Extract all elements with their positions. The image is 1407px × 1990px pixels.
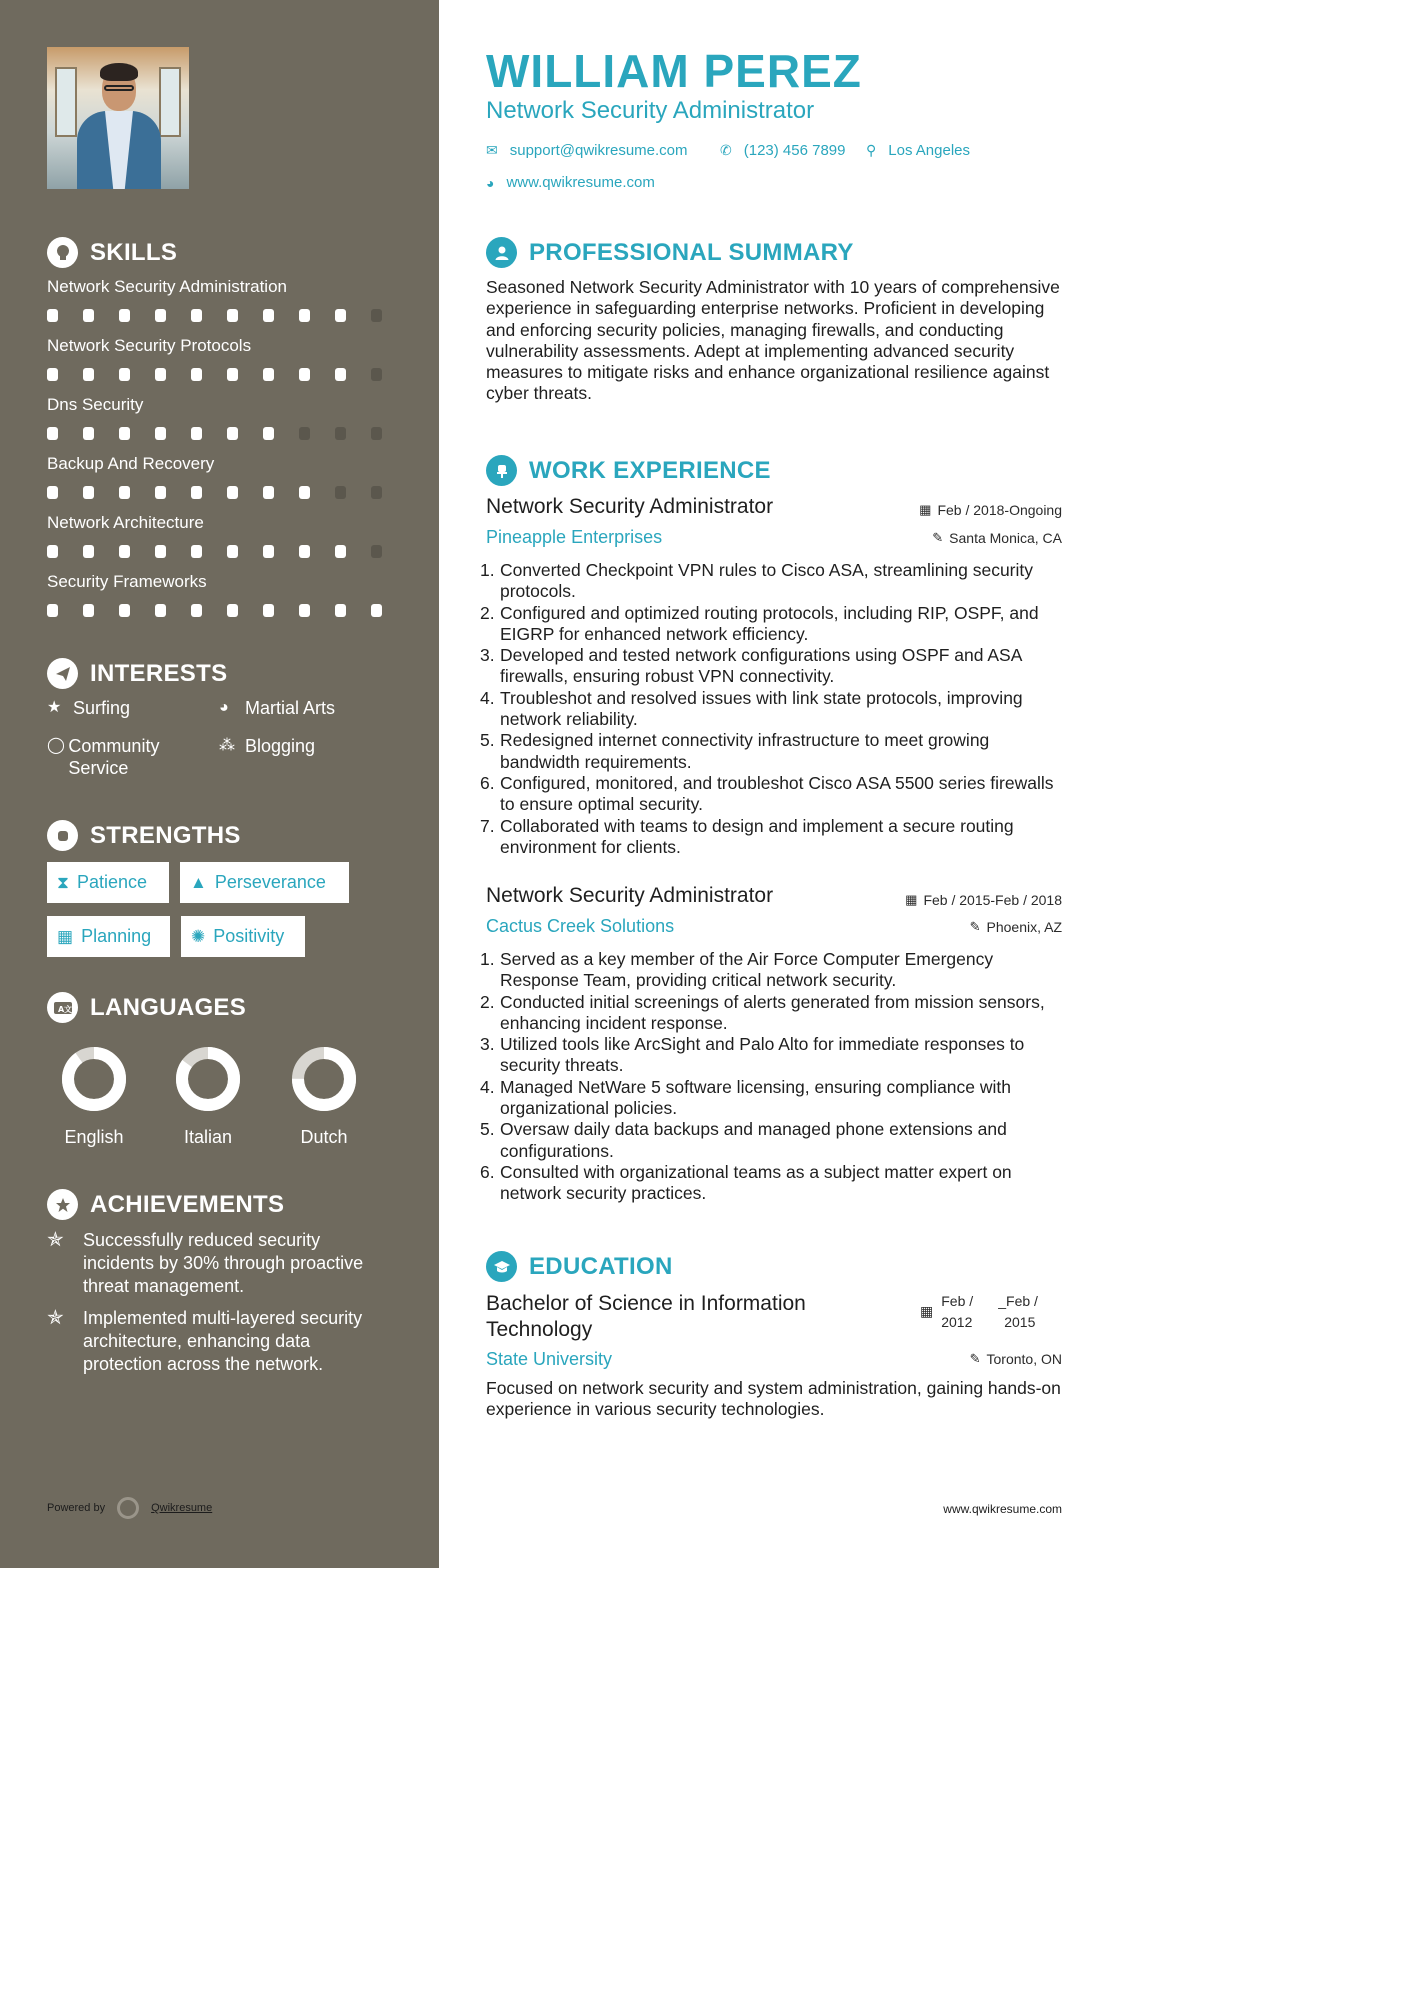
skill-level-dot <box>371 309 382 322</box>
job-location <box>970 919 1062 935</box>
bullet-item <box>480 991 1066 1035</box>
bullet-text: Utilized tools like ArcSight and Palo Alto for immediate responses to security threats. <box>500 1034 1025 1076</box>
road-icon: ▲ <box>190 872 207 892</box>
skill-level-dot <box>119 604 130 617</box>
lightbulb-icon <box>47 237 78 268</box>
bullet-text: Configured, monitored, and troubleshot Cisco ASA 5500 series firewalls to ensure optimal security. <box>500 772 1054 815</box>
bullet-item <box>480 1034 1066 1077</box>
strength-label: Perseverance <box>214 872 326 892</box>
job-title: Network Security Administrator <box>486 495 774 518</box>
strengths-title: STRENGTHS <box>90 821 241 849</box>
trophy-icon <box>47 1189 78 1220</box>
achievement-text: Successfully reduced security incidents by 30% through proactive threat management. <box>83 1230 364 1296</box>
skill-level-dot <box>335 486 346 499</box>
calendar-icon: ▦ <box>920 1303 934 1319</box>
bullet-item <box>480 772 1066 816</box>
bullet-text: Redesigned internet connectivity infrastructure to meet growing bandwidth requirements. <box>500 730 990 772</box>
skill-item <box>47 454 407 499</box>
candidate-name: WILLIAM PEREZ <box>486 45 862 97</box>
language-label: English <box>64 1127 124 1147</box>
job-bullets <box>480 949 1066 1205</box>
bullet-item <box>480 645 1066 688</box>
skill-level-dots <box>47 368 407 381</box>
bullet-item <box>480 1119 1066 1162</box>
fist-icon <box>47 820 78 851</box>
job-location <box>932 530 1062 546</box>
skill-level-dot <box>371 486 382 499</box>
svg-text:A: A <box>57 1004 64 1014</box>
skill-level-dot <box>47 486 58 499</box>
sun-icon: ✺ <box>191 926 206 946</box>
candidate-role: Network Security Administrator <box>486 97 815 124</box>
bullet-item <box>480 602 1066 646</box>
skill-level-dot <box>155 604 166 617</box>
lemon-icon: ◯ <box>47 737 65 754</box>
bullet-number: 5. <box>480 730 495 751</box>
bullet-item <box>480 687 1066 731</box>
job-company: Cactus Creek Solutions <box>486 916 675 936</box>
bullet-item <box>480 949 1066 992</box>
envelope-icon: ✉ <box>486 142 498 158</box>
language-label: Italian <box>183 1127 233 1147</box>
skill-level-dot <box>191 368 202 381</box>
achievements-title: ACHIEVEMENTS <box>90 1190 285 1218</box>
bullet-item <box>480 730 1066 773</box>
shooting-star-icon: ✯ <box>47 1229 64 1251</box>
skill-level-dot <box>119 309 130 322</box>
experience-heading <box>486 455 771 486</box>
calendar-icon: ▦ <box>57 926 74 946</box>
strength-patience <box>47 862 169 903</box>
skill-level-dot <box>47 427 58 440</box>
education-location <box>970 1351 1062 1367</box>
skill-level-dot <box>335 604 346 617</box>
skill-level-dot <box>155 309 166 322</box>
contact-website[interactable] <box>486 174 655 191</box>
skill-level-dot <box>47 604 58 617</box>
skill-level-dot <box>335 427 346 440</box>
contact-email[interactable] <box>486 142 688 159</box>
skill-level-dot <box>227 368 238 381</box>
language-ring-fill <box>68 1053 120 1105</box>
language-ring <box>174 1045 242 1113</box>
interest-blogging <box>219 735 315 757</box>
pushpin-icon: ✎ <box>969 1351 981 1366</box>
education-heading <box>486 1251 673 1282</box>
skill-level-dot <box>227 604 238 617</box>
pushpin-icon: ✎ <box>932 530 944 545</box>
achievements-heading <box>47 1189 284 1220</box>
language-icon <box>47 992 78 1023</box>
bullet-item <box>480 815 1066 859</box>
skill-level-dot <box>263 368 274 381</box>
interests-title: INTERESTS <box>90 659 228 687</box>
map-marker-icon: ⚲ <box>866 142 877 158</box>
job-location-text: Santa Monica, CA <box>949 530 1062 546</box>
star-icon: ★ <box>47 699 62 716</box>
job-bullets <box>480 560 1066 858</box>
skill-name: Security Frameworks <box>47 572 207 591</box>
achievement-item <box>47 1307 387 1376</box>
skill-level-dot <box>227 486 238 499</box>
skill-name: Dns Security <box>47 395 144 414</box>
job-title: Network Security Administrator <box>486 884 774 907</box>
calendar-icon: ▦ <box>919 502 932 517</box>
skill-level-dot <box>155 486 166 499</box>
skill-level-dot <box>83 545 94 558</box>
skill-level-dot <box>299 427 310 440</box>
skill-level-dot <box>83 486 94 499</box>
user-icon <box>486 237 517 268</box>
interests-heading <box>47 658 227 689</box>
skill-level-dot <box>119 486 130 499</box>
strength-positivity <box>181 916 305 957</box>
bullet-item <box>480 1161 1066 1205</box>
skill-item <box>47 572 407 617</box>
bullet-number: 4. <box>480 687 495 708</box>
website-text: www.qwikresume.com <box>506 174 655 191</box>
education-end <box>998 1291 1055 1333</box>
start-month: Feb / <box>941 1293 974 1309</box>
interest-label: Martial Arts <box>245 698 336 718</box>
strengths-heading <box>47 820 241 851</box>
skill-level-dot <box>299 486 310 499</box>
skill-level-dot <box>371 604 382 617</box>
powered-by <box>47 1497 212 1519</box>
skill-level-dots <box>47 486 407 499</box>
languages-heading <box>47 992 246 1023</box>
language-ring <box>290 1045 358 1113</box>
phone-icon: ✆ <box>720 142 732 158</box>
job-company: Pineapple Enterprises <box>486 527 663 547</box>
skill-level-dot <box>299 545 310 558</box>
skill-level-dot <box>47 545 58 558</box>
skill-level-dot <box>47 368 58 381</box>
bullet-text: Developed and tested network configurations using OSPF and ASA firewalls, ensuring robust VPN connectivity. <box>500 645 1022 687</box>
skill-level-dot <box>119 427 130 440</box>
strength-label: Planning <box>81 926 152 946</box>
skill-level-dot <box>119 545 130 558</box>
bullet-text: Managed NetWare 5 software licensing, ensuring compliance with organizational policies. <box>500 1076 1011 1119</box>
globe-icon: ◕ <box>219 699 229 716</box>
skill-level-dot <box>83 309 94 322</box>
skill-level-dot <box>263 604 274 617</box>
bullet-text: Converted Checkpoint VPN rules to Cisco ASA, streamlining security protocols. <box>500 560 1034 602</box>
interest-martial-arts <box>219 697 335 719</box>
bullet-number: 1. <box>480 560 495 580</box>
skill-item <box>47 513 407 558</box>
end-month: _Feb / <box>998 1293 1038 1309</box>
profile-photo <box>47 47 189 189</box>
qwikresume-logo-icon <box>117 1497 139 1519</box>
education-dates <box>920 1291 1055 1333</box>
location-text: Los Angeles <box>888 142 970 159</box>
bullet-item <box>480 1076 1066 1120</box>
strength-label: Positivity <box>213 926 285 946</box>
bullet-number: 6. <box>480 772 495 793</box>
skill-level-dots <box>47 309 407 322</box>
skill-level-dot <box>191 309 202 322</box>
powered-by-label: Powered by <box>47 1502 106 1514</box>
interest-label: Surfing <box>73 698 131 718</box>
job-location-text: Phoenix, AZ <box>986 919 1062 935</box>
graduation-icon <box>486 1251 517 1282</box>
end-year: 2015 <box>1004 1314 1036 1330</box>
skill-level-dot <box>119 368 130 381</box>
skill-name: Backup And Recovery <box>47 454 215 473</box>
language-item <box>279 1045 369 1148</box>
bullet-text: Consulted with organizational teams as a subject matter expert on network security practices. <box>500 1161 1012 1204</box>
svg-text:文: 文 <box>63 1004 72 1014</box>
footer-url[interactable]: www.qwikresume.com <box>943 1502 1062 1516</box>
interest-community-service <box>47 735 197 779</box>
language-ring <box>60 1045 128 1113</box>
bullet-number: 7. <box>480 815 495 836</box>
summary-title: PROFESSIONAL SUMMARY <box>529 238 854 266</box>
bullet-text: Conducted initial screenings of alerts generated from mission sensors, enhancing incident response. <box>500 991 1045 1033</box>
skill-level-dot <box>227 309 238 322</box>
skill-level-dot <box>263 486 274 499</box>
bullet-text: Troubleshot and resolved issues with link state protocols, improving network reliability. <box>500 687 1023 730</box>
skill-level-dot <box>83 368 94 381</box>
strength-planning <box>47 916 170 957</box>
sidebar <box>0 0 439 1568</box>
summary-heading <box>486 237 854 268</box>
summary-text: Seasoned Network Security Administrator with 10 years of comprehensive experience in safeguarding enterprise networks. Proficient in developing and enforcing security policies, managing firewalls, and conducting vulnerability assessments. Adept at implementing advanced security measures to mitigate risks and enhance organizational resilience against cyber threats. <box>486 277 1060 404</box>
strength-perseverance <box>180 862 349 903</box>
office-chair-icon <box>486 455 517 486</box>
skill-level-dot <box>83 604 94 617</box>
interest-surfing <box>47 697 130 719</box>
email-text: support@qwikresume.com <box>509 142 688 159</box>
skill-level-dot <box>191 545 202 558</box>
skill-level-dot <box>155 427 166 440</box>
skill-level-dots <box>47 604 407 617</box>
bullet-number: 2. <box>480 602 495 623</box>
skills-title: SKILLS <box>90 238 178 266</box>
skill-level-dot <box>227 427 238 440</box>
experience-title: WORK EXPERIENCE <box>529 456 771 484</box>
skill-item <box>47 336 407 381</box>
skill-level-dot <box>155 368 166 381</box>
education-start <box>941 1291 998 1333</box>
skill-item <box>47 395 407 440</box>
languages-title: LANGUAGES <box>90 993 247 1021</box>
skill-level-dot <box>299 368 310 381</box>
education-location-text: Toronto, ON <box>986 1351 1062 1367</box>
qwikresume-link[interactable]: Qwikresume <box>151 1502 213 1514</box>
bullet-number: 2. <box>480 991 495 1012</box>
skill-level-dot <box>263 309 274 322</box>
achievement-text: Implemented multi-layered security architecture, enhancing data protection across the network. <box>83 1308 363 1374</box>
phone-text: (123) 456 7899 <box>743 142 846 159</box>
pushpin-icon: ✎ <box>969 919 981 934</box>
bullet-text: Collaborated with teams to design and implement a secure routing environment for clients. <box>500 815 1014 857</box>
skill-level-dot <box>299 309 310 322</box>
skill-level-dot <box>155 545 166 558</box>
start-year: 2012 <box>941 1314 973 1330</box>
achievement-item <box>47 1229 387 1298</box>
bullet-text: Oversaw daily data backups and managed phone extensions and configurations. <box>500 1119 1007 1161</box>
interest-label: Community Service <box>68 736 160 778</box>
education-text: Focused on network security and system administration, gaining hands-on experience in various security technologies. <box>486 1378 1061 1420</box>
skill-level-dot <box>83 427 94 440</box>
skill-level-dots <box>47 427 407 440</box>
bullet-number: 6. <box>480 1161 495 1182</box>
bullet-number: 3. <box>480 1034 495 1055</box>
job-dates <box>905 892 1062 908</box>
education-title: EDUCATION <box>529 1252 673 1280</box>
skill-name: Network Security Administration <box>47 277 287 296</box>
strength-label: Patience <box>76 872 147 892</box>
degree-title: Bachelor of Science in Information Technology <box>486 1292 806 1341</box>
bullet-text: Configured and optimized routing protocols, including RIP, OSPF, and EIGRP for enhanced network efficiency. <box>500 602 1039 644</box>
job-dates <box>919 502 1062 518</box>
skill-name: Network Architecture <box>47 513 204 532</box>
skill-level-dot <box>191 427 202 440</box>
skill-item <box>47 277 407 322</box>
skill-level-dots <box>47 545 407 558</box>
paper-plane-icon <box>47 658 78 689</box>
language-item <box>49 1045 139 1148</box>
skill-level-dot <box>263 545 274 558</box>
skill-level-dot <box>191 604 202 617</box>
skill-level-dot <box>371 427 382 440</box>
job-dates-text: Feb / 2015-Feb / 2018 <box>923 892 1062 908</box>
globe-icon: ◕ <box>486 174 495 191</box>
bullet-item <box>480 560 1066 603</box>
skill-level-dot <box>371 368 382 381</box>
interest-label: Blogging <box>245 736 316 756</box>
contact-phone[interactable] <box>720 142 845 159</box>
bullet-number: 3. <box>480 645 495 666</box>
skill-level-dot <box>335 368 346 381</box>
language-label: Dutch <box>300 1127 348 1147</box>
hourglass-icon: ⧗ <box>57 872 69 892</box>
language-item <box>163 1045 253 1148</box>
calendar-icon: ▦ <box>905 892 918 907</box>
shooting-star-icon: ✯ <box>47 1307 64 1329</box>
skill-level-dot <box>371 545 382 558</box>
skill-level-dot <box>263 427 274 440</box>
skill-level-dot <box>299 604 310 617</box>
bullet-number: 5. <box>480 1119 495 1140</box>
skill-level-dot <box>335 309 346 322</box>
contact-location <box>866 142 970 159</box>
skills-heading <box>47 237 177 268</box>
bullet-number: 1. <box>480 949 495 969</box>
skill-level-dot <box>47 309 58 322</box>
bullet-number: 4. <box>480 1076 495 1097</box>
skill-level-dot <box>227 545 238 558</box>
skill-level-dot <box>191 486 202 499</box>
skill-name: Network Security Protocols <box>47 336 252 355</box>
skill-level-dot <box>335 545 346 558</box>
school-name: State University <box>486 1349 613 1369</box>
job-dates-text: Feb / 2018-Ongoing <box>937 502 1062 518</box>
users-icon: ⁂ <box>219 737 235 754</box>
bullet-text: Served as a key member of the Air Force Computer Emergency Response Team, providing critical network security. <box>500 949 994 991</box>
